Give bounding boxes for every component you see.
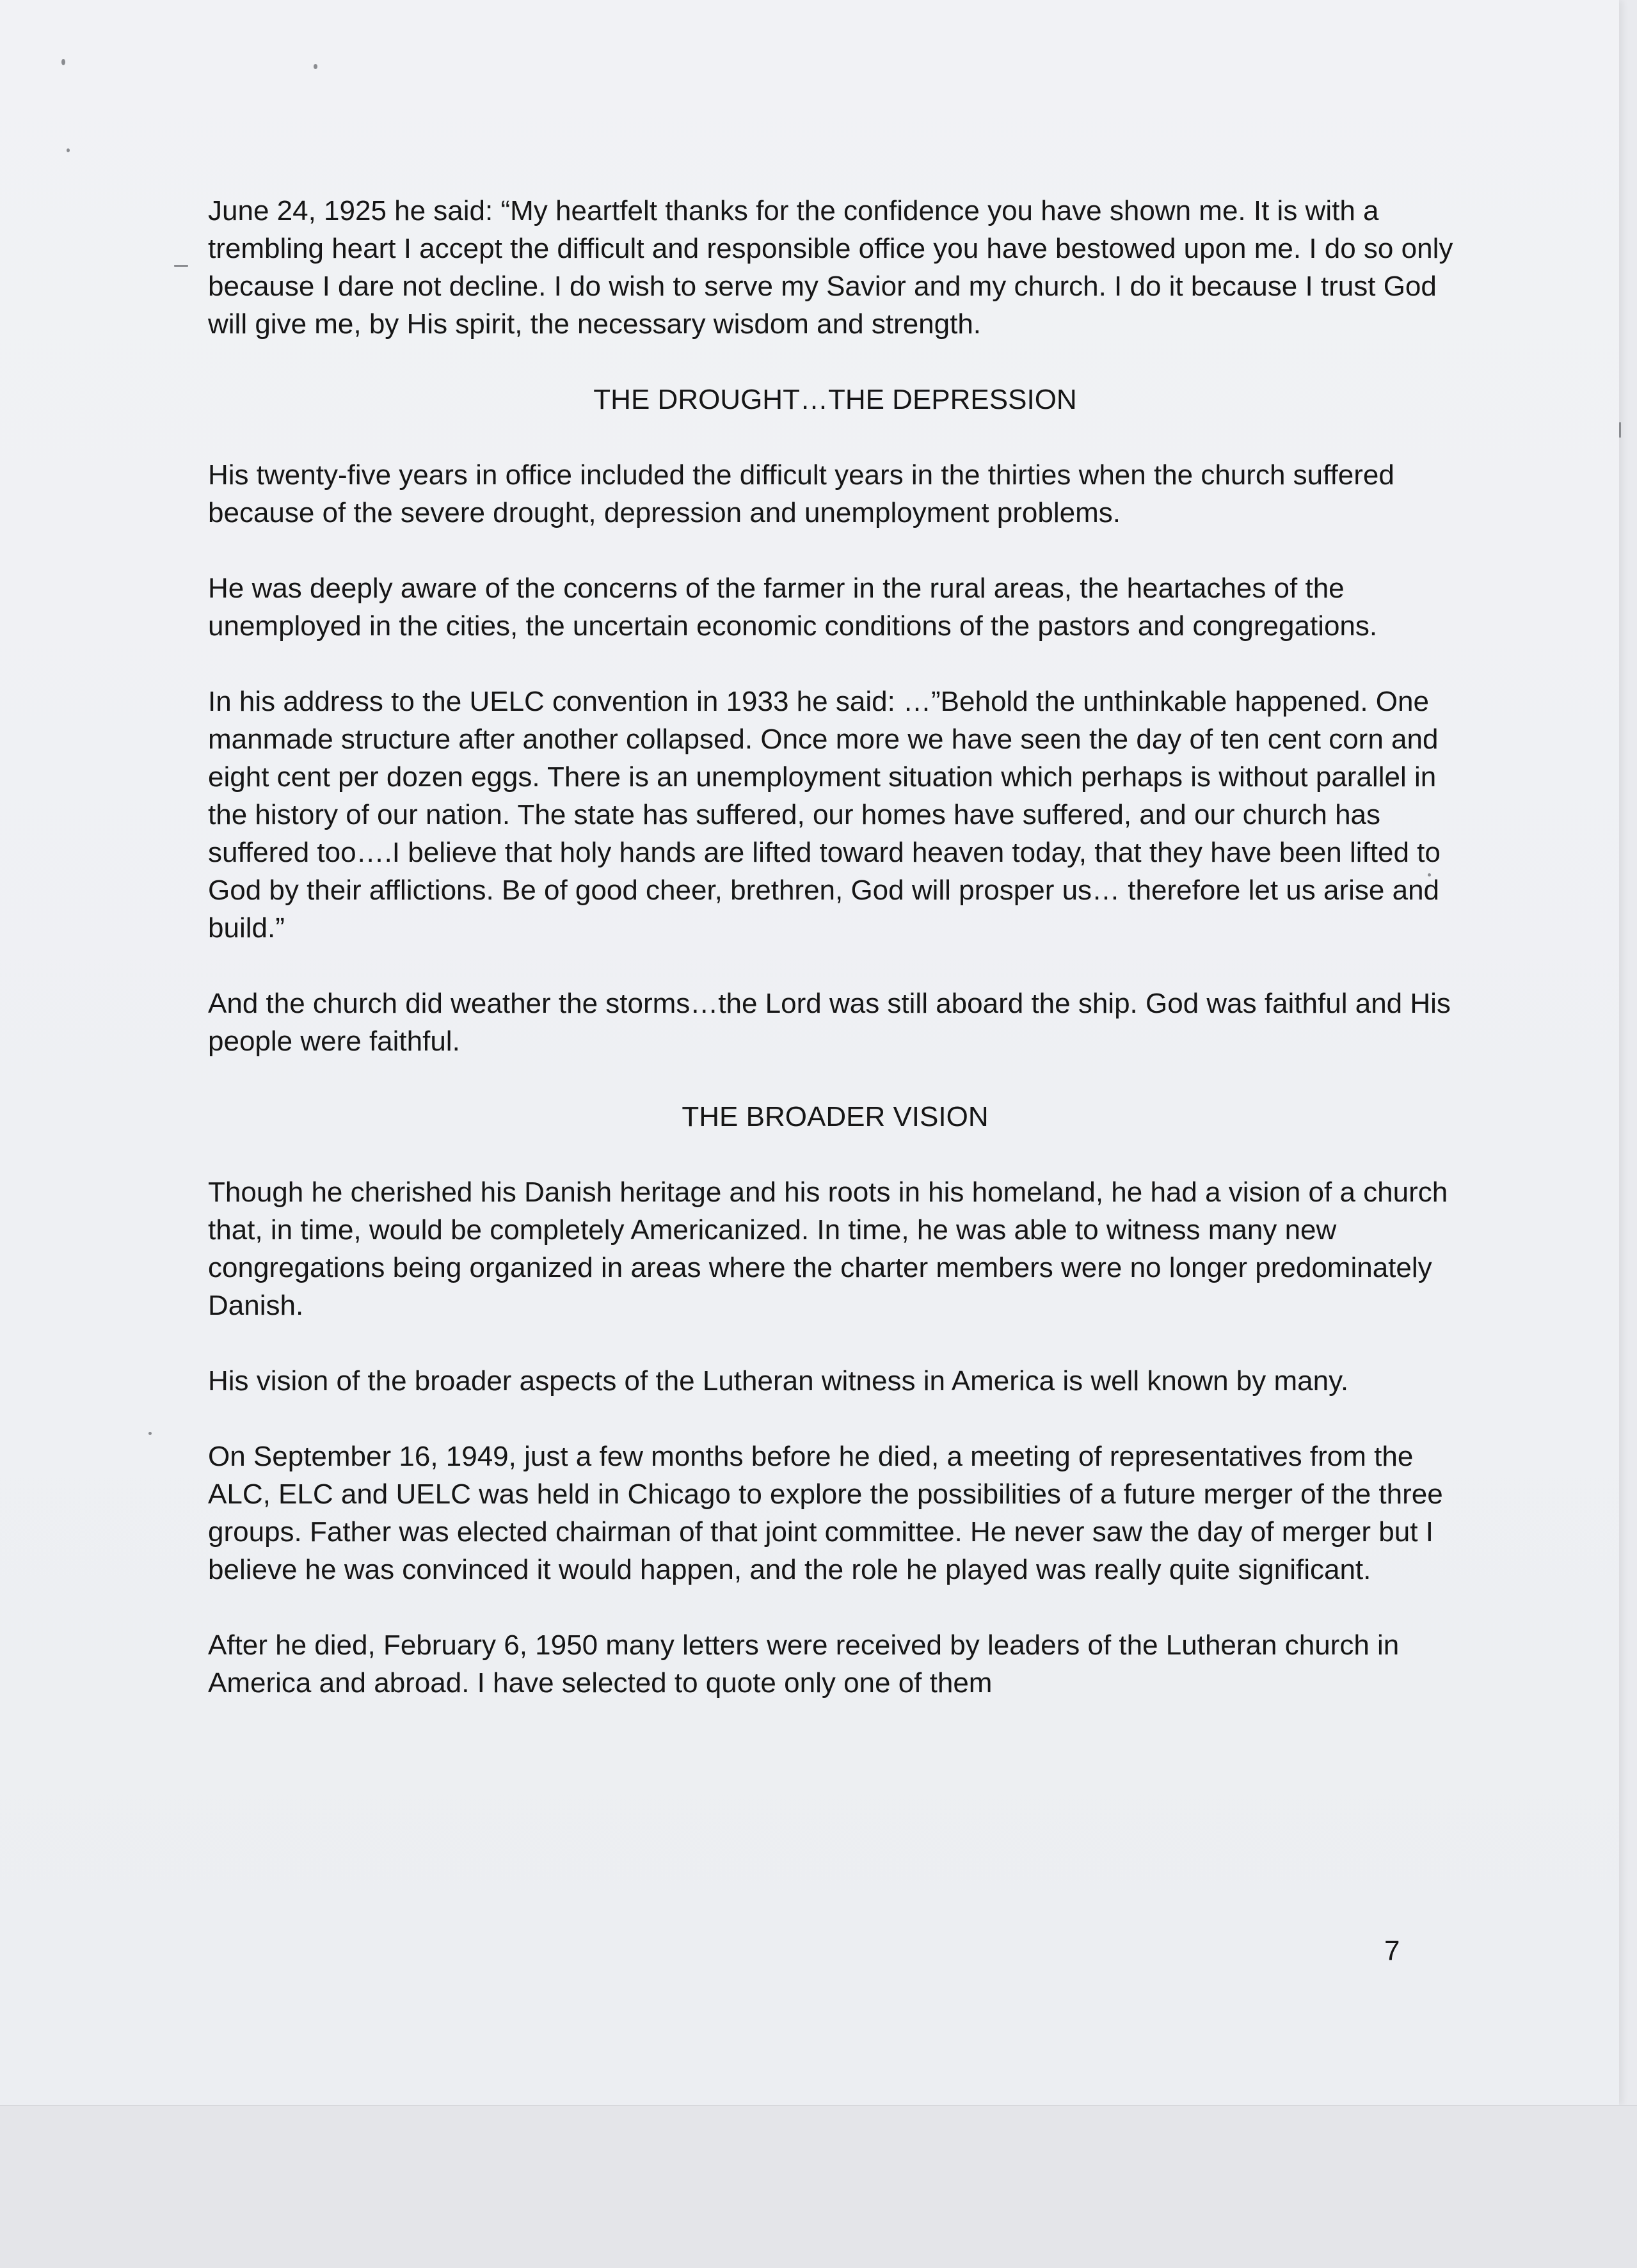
scan-speck	[67, 148, 70, 152]
paragraph: And the church did weather the storms…the Lord was still aboard the ship. God was faithful and His people were faithful.	[208, 988, 1451, 1057]
paragraph: His vision of the broader aspects of the Lutheran witness in America is well known by many.	[208, 1365, 1349, 1397]
section-heading: THE DROUGHT…THE DEPRESSION	[593, 384, 1077, 415]
scan-speck	[174, 265, 188, 267]
scan-speck	[148, 1432, 152, 1435]
scan-speck	[1619, 422, 1621, 438]
page-number: 7	[1384, 1935, 1400, 1967]
paragraph: In his address to the UELC convention in 1933 he said: …”Behold the unthinkable happened. One manmade structure after another collapsed. Once more we have seen the day of ten cent corn and eight cent per dozen eggs. There is an unemployment situation which perhaps is without parallel in the history of our nation. The state has suffered, our homes have suffered, and our church has suffered too….I believe that holy hands are lifted toward heaven today, that they have been lifted to God by their afflictions. Be of good cheer, brethren, God will prosper us… therefore let us arise and build.”	[208, 686, 1441, 944]
section-heading: THE BROADER VISION	[682, 1101, 989, 1132]
scanner-bed	[0, 2105, 1637, 2268]
paragraph: After he died, February 6, 1950 many letters were received by leaders of the Lutheran church in America and abroad. I have selected to quote only one of them	[208, 1630, 1400, 1699]
paragraph: Though he cherished his Danish heritage and his roots in his homeland, he had a vision of a church that, in time, would be completely Americanized. In time, he was able to witness many new congregations being organized in areas where the charter members were no longer predominately Danish.	[208, 1177, 1448, 1321]
scan-speck	[314, 64, 317, 69]
paragraph: June 24, 1925 he said: “My heartfelt thanks for the confidence you have shown me. It is with a trembling heart I accept the difficult and responsible office you have bestowed upon me. I do so only because I dare not decline. I do wish to serve my Savior and my church. I do it because I trust God will give me, by His spirit, the necessary wisdom and strength.	[208, 195, 1453, 340]
scan-speck	[61, 59, 65, 65]
paragraph: His twenty-five years in office included the difficult years in the thirties when the church suffered because of the severe drought, depression and unemployment problems.	[208, 459, 1394, 528]
document-body	[208, 192, 1462, 1740]
paragraph: On September 16, 1949, just a few months before he died, a meeting of representatives from the ALC, ELC and UELC was held in Chicago to explore the possibilities of a future merger of the three groups. Father was elected chairman of that joint committee. He never saw the day of merger but I believe he was convinced it would happen, and the role he played was really quite significant.	[208, 1441, 1443, 1585]
paragraph: He was deeply aware of the concerns of the farmer in the rural areas, the heartaches of the unemployed in the cities, the uncertain economic conditions of the pastors and congregations.	[208, 573, 1378, 642]
